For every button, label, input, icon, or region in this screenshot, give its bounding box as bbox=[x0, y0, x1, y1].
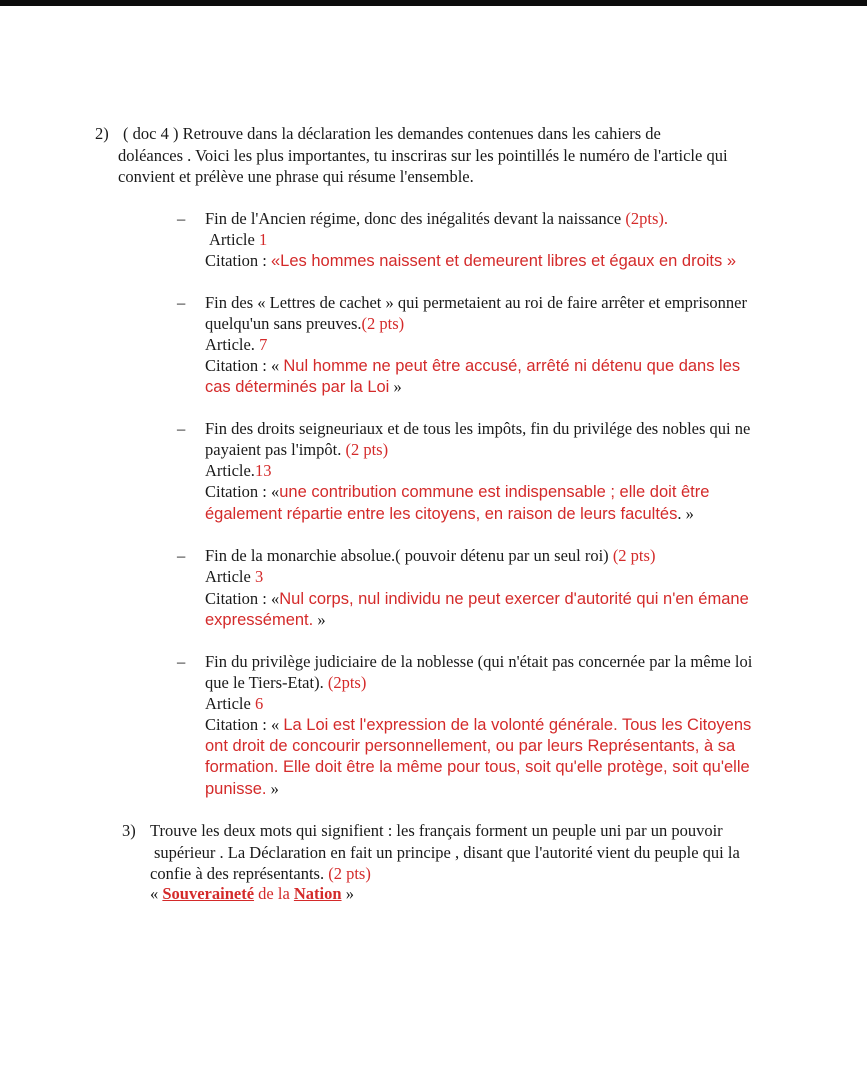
item-5-quote-line-4: punisse. bbox=[205, 780, 267, 798]
item-2-description-line-1: Fin des « Lettres de cachet » qui permetaient au roi de faire arrêter et emprisonner bbox=[205, 293, 747, 312]
item-3-article-number: 13 bbox=[254, 461, 272, 480]
item-5-description-line-1: Fin du privilège judiciaire de la noblesse (qui n'était pas concernée par la même loi bbox=[205, 652, 753, 671]
question-2-intro-line-2: doléances . Voici les plus importantes, tu inscriras sur les pointillés le numéro de l'article qui bbox=[118, 146, 728, 165]
item-3-quote-line-1: une contribution commune est indispensable ; elle doit être bbox=[279, 483, 710, 501]
item-2-article-label: Article. bbox=[205, 335, 260, 354]
item-5-citation-line-1 bbox=[205, 715, 751, 735]
question-3-line-3 bbox=[150, 864, 371, 884]
question-3-number: 3) bbox=[122, 821, 136, 840]
item-4-quote-line-2: expressément. bbox=[205, 611, 314, 629]
item-5-quote-line-2: ont droit de concourir personnellement, ou par leurs Représentants, à sa bbox=[205, 737, 736, 755]
item-5-article-label: Article bbox=[205, 694, 255, 713]
item-2-quote-line-2: cas déterminés par la Loi bbox=[205, 378, 390, 396]
item-5-description-line-2 bbox=[205, 673, 366, 693]
item-3-desc-text: payaient pas l'impôt. bbox=[205, 440, 346, 459]
item-3-article-label: Article. bbox=[205, 461, 255, 480]
item-3-points: (2 pts) bbox=[345, 440, 389, 459]
item-4-desc-text: Fin de la monarchie absolue.( pouvoir détenu par un seul roi) bbox=[205, 546, 613, 565]
item-4-quote-close: » bbox=[313, 610, 326, 629]
item-1-citation bbox=[205, 251, 736, 271]
item-2-citation-line-2 bbox=[205, 377, 402, 397]
item-1-citation-label: Citation : bbox=[205, 251, 271, 270]
answer-close-quote: » bbox=[341, 884, 354, 903]
top-edge-bar bbox=[0, 0, 867, 6]
item-4-article bbox=[205, 567, 263, 587]
item-5-points: (2pts) bbox=[327, 673, 367, 692]
item-4-quote-line-1: Nul corps, nul individu ne peut exercer d'autorité qui n'en émane bbox=[279, 590, 749, 608]
item-1-article bbox=[209, 230, 267, 250]
item-4-points: (2 pts) bbox=[612, 546, 656, 565]
item-2-quote-close: » bbox=[389, 377, 402, 396]
question-3-answer bbox=[150, 884, 354, 904]
item-1-description bbox=[205, 209, 668, 229]
item-1-article-label: Article bbox=[209, 230, 259, 249]
item-3-quote-line-2: également répartie entre les citoyens, en raison de leurs facultés bbox=[205, 505, 678, 523]
item-5-quote-close: » bbox=[266, 779, 279, 798]
item-3-description-line-1: Fin des droits seigneuriaux et de tous les impôts, fin du privilége des nobles qui ne bbox=[205, 419, 751, 438]
item-5-article-number: 6 bbox=[254, 694, 264, 713]
item-2-citation-line-1 bbox=[205, 356, 740, 376]
item-3-description-line-2 bbox=[205, 440, 388, 460]
item-2-citation-label: Citation : « bbox=[205, 356, 284, 375]
answer-connector: de la bbox=[254, 884, 294, 903]
question-3-points: (2 pts) bbox=[328, 864, 371, 883]
item-3-citation-line-1 bbox=[205, 482, 709, 502]
item-4-article-number: 3 bbox=[254, 567, 264, 586]
item-4-citation-label: Citation : « bbox=[205, 589, 280, 608]
item-4-citation-line-2 bbox=[205, 610, 326, 630]
item-2-quote-line-1: Nul homme ne peut être accusé, arrêté ni détenu que dans les bbox=[283, 357, 741, 375]
item-5-citation-line-2 bbox=[205, 736, 735, 756]
item-3-citation-label: Citation : « bbox=[205, 482, 280, 501]
item-3-article bbox=[205, 461, 271, 481]
item-1-quote: «Les hommes naissent et demeurent libres et égaux en droits » bbox=[271, 252, 737, 270]
item-1-desc-text: Fin de l'Ancien régime, donc des inégalités devant la naissance bbox=[205, 209, 626, 228]
answer-open-quote: « bbox=[150, 884, 163, 903]
item-5-citation-label: Citation : « bbox=[205, 715, 284, 734]
question-3-line-2: supérieur . La Déclaration en fait un principe , disant que l'autorité vient du peuple qui la bbox=[154, 843, 740, 862]
bullet-dash: – bbox=[177, 419, 186, 438]
item-5-citation-line-3 bbox=[205, 757, 750, 777]
question-3-line-1: Trouve les deux mots qui signifient : les français forment un peuple uni par un pouvoir bbox=[150, 821, 723, 840]
item-2-article-number: 7 bbox=[259, 335, 268, 354]
item-1-article-number: 1 bbox=[258, 230, 268, 249]
answer-word-souverainete: Souveraineté bbox=[162, 884, 255, 903]
question-3-line-3-text: confie à des représentants. bbox=[150, 864, 329, 883]
bullet-dash: – bbox=[177, 546, 186, 565]
item-1-points: (2pts). bbox=[625, 209, 669, 228]
item-4-article-label: Article bbox=[205, 567, 255, 586]
item-5-article bbox=[205, 694, 263, 714]
item-4-citation-line-1 bbox=[205, 589, 749, 609]
item-2-desc-text: quelqu'un sans preuves. bbox=[205, 314, 362, 333]
item-2-description-line-2 bbox=[205, 314, 404, 334]
question-2-intro-line-1: ( doc 4 ) Retrouve dans la déclaration les demandes contenues dans les cahiers de bbox=[123, 124, 661, 143]
item-5-quote-line-1: La Loi est l'expression de la volonté générale. Tous les Citoyens bbox=[283, 716, 752, 734]
item-3-quote-close: . » bbox=[677, 504, 694, 523]
question-2-intro-line-3: convient et prélève une phrase qui résume l'ensemble. bbox=[118, 167, 474, 186]
bullet-dash: – bbox=[177, 293, 186, 312]
item-4-description bbox=[205, 546, 655, 566]
bullet-dash: – bbox=[177, 209, 186, 228]
question-2-number: 2) bbox=[95, 124, 109, 143]
item-5-citation-line-4 bbox=[205, 779, 279, 799]
item-2-points: (2 pts) bbox=[361, 314, 405, 333]
answer-word-nation: Nation bbox=[293, 884, 342, 903]
item-3-citation-line-2 bbox=[205, 504, 694, 524]
bullet-dash: – bbox=[177, 652, 186, 671]
item-2-article bbox=[205, 335, 267, 355]
item-5-desc-text: que le Tiers-Etat). bbox=[205, 673, 328, 692]
item-5-quote-line-3: formation. Elle doit être la même pour tous, soit qu'elle protège, soit qu'elle bbox=[205, 758, 750, 776]
